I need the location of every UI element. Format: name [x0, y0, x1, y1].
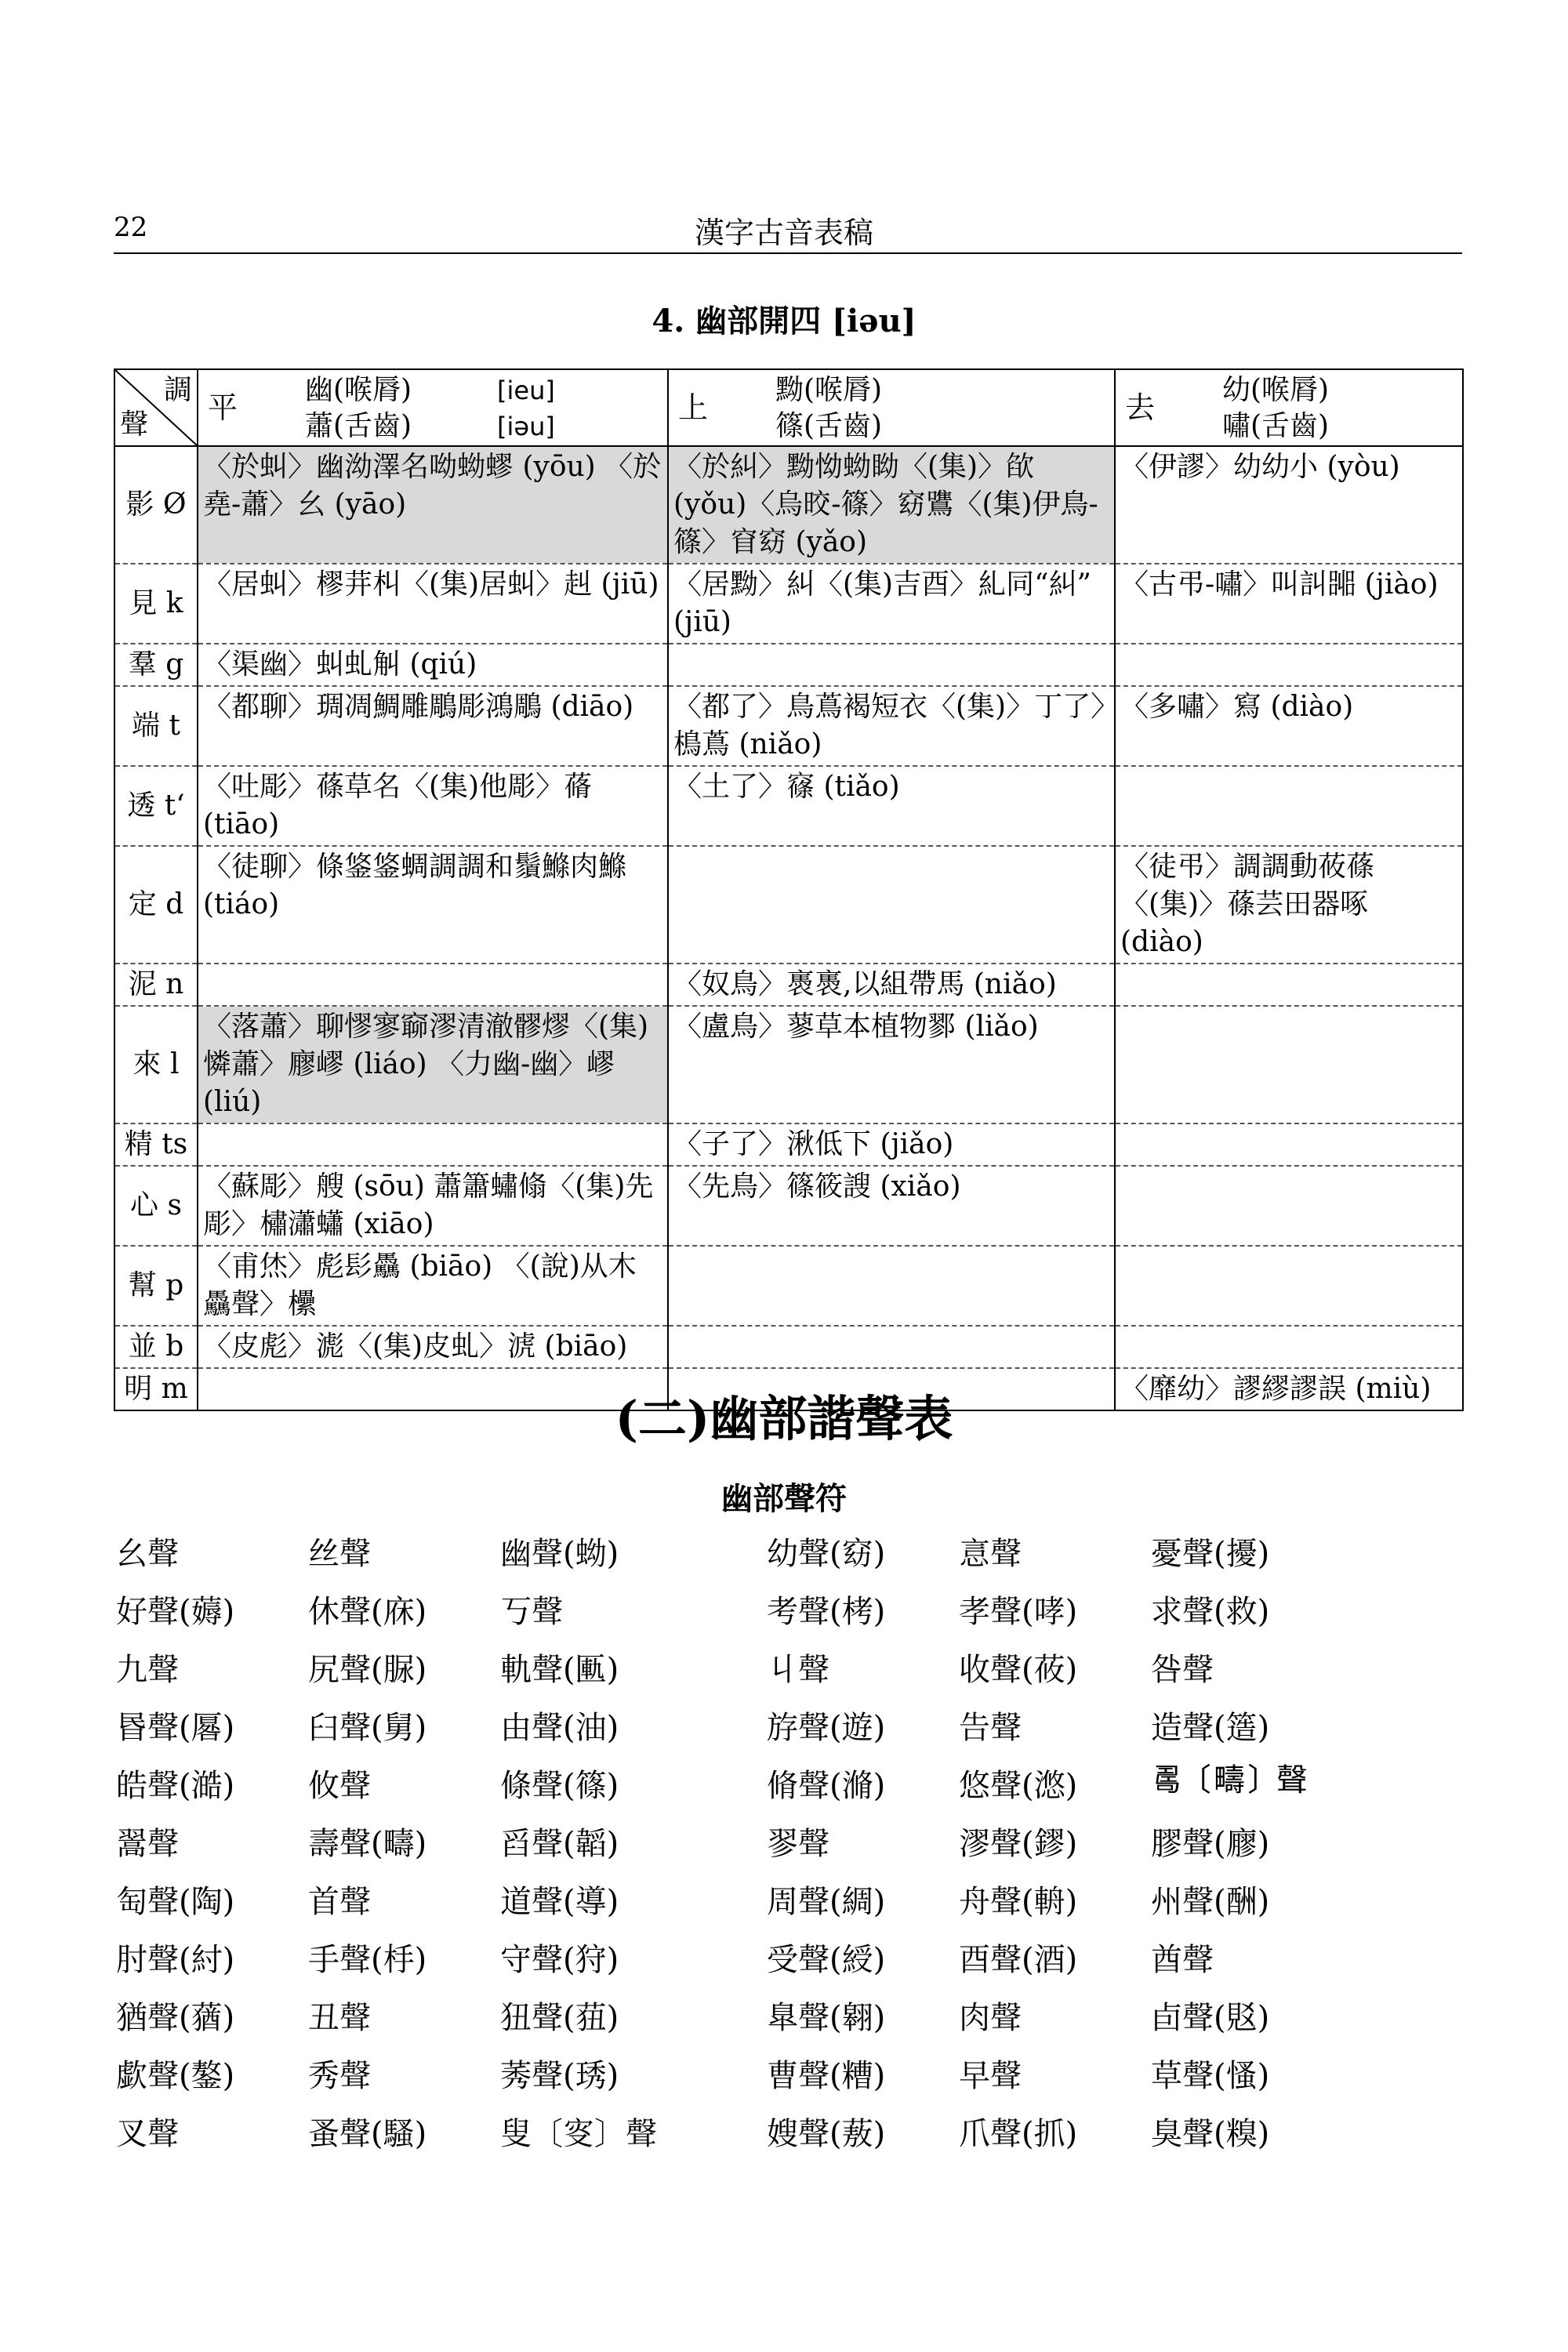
corner-cell [114, 369, 198, 446]
phonetic-series-item: 尻聲(脲) [308, 1652, 427, 1688]
phonetic-series-item: 早聲 [959, 2058, 1022, 2094]
phonetic-series-item: 悠聲(滺) [959, 1768, 1078, 1804]
initial-cell: 端 t [114, 686, 198, 766]
initial-cell: 透 tʻ [114, 766, 198, 846]
qu-cell [1115, 766, 1463, 846]
rime-table [114, 368, 1464, 1411]
qu-cell: 〈靡幼〉謬繆謬誤 (miù) [1115, 1368, 1463, 1410]
table-row [114, 1006, 1463, 1123]
phonetic-series-item: 孝聲(哮) [959, 1594, 1078, 1630]
phonetic-series-item: 爪聲(抓) [959, 2116, 1078, 2152]
ping-cell [198, 1123, 668, 1166]
qu-cell: 〈伊謬〉幼幼小 (yòu) [1115, 446, 1463, 564]
header-shang [668, 369, 1115, 446]
header-qu-line2: 嘯(舌齒) [1222, 410, 1330, 442]
phonetic-series-item: 昬聲(厬) [116, 1710, 235, 1746]
ping-cell: 〈居虯〉樛茾朻〈(集)居虯〉赳 (jiū) [198, 564, 668, 644]
phonetic-series-item: 叟〔叜〕聲 [500, 2116, 657, 2152]
phonetic-series-item: 酋聲 [1151, 1942, 1214, 1978]
table-row [114, 1326, 1463, 1368]
phonetic-series-item: 嫂聲(蔜) [767, 2116, 886, 2152]
initial-cell: 來 l [114, 1006, 198, 1123]
phonetic-series-item: 臯聲(翱) [767, 2000, 886, 2036]
phonetic-series-item: 肘聲(紂) [116, 1942, 235, 1978]
initial-cell: 精 ts [114, 1123, 198, 1166]
phonetic-series-item: 漻聲(鏐) [959, 1826, 1078, 1862]
header-qu-line1: 幼(喉脣) [1222, 374, 1330, 406]
shang-cell: 〈子了〉湫低下 (jiǎo) [668, 1123, 1115, 1166]
shang-cell [668, 846, 1115, 964]
phonetic-series-item: 秀聲 [308, 2058, 371, 2094]
phonetic-series-item: 考聲(栲) [767, 1594, 886, 1630]
phonetic-series-item: 丝聲 [308, 1536, 371, 1572]
phonetic-series-item: 壽聲(疇) [308, 1826, 427, 1862]
phonetic-series-item: 周聲(綢) [767, 1884, 886, 1920]
initial-cell: 並 b [114, 1326, 198, 1368]
phonetic-series-item: 翏聲 [767, 1826, 829, 1862]
phonetic-series-item: 守聲(狩) [500, 1942, 619, 1978]
ping-cell: 〈於虯〉幽泑澤名呦蚴蟉 (yōu) 〈於堯-蕭〉幺 (yāo) [198, 446, 668, 564]
header-shang-line2: 篠(舌齒) [775, 410, 883, 442]
phonetic-series-item: 舟聲(輈) [959, 1884, 1078, 1920]
phonetic-series-item: 受聲(綬) [767, 1942, 886, 1978]
phonetic-series-item: 叉聲 [116, 2116, 179, 2152]
phonetic-series-item: 丩聲 [767, 1652, 829, 1688]
table-row [114, 766, 1463, 846]
phonetic-series-item: 休聲(庥) [308, 1594, 427, 1630]
phonetic-series-item: 猶聲(蕕) [116, 2000, 235, 2036]
phonetic-series-item: 酉聲(酒) [959, 1942, 1078, 1978]
phonetic-series-grid [116, 1529, 1465, 2167]
phonetic-series-item: 幺聲 [116, 1536, 179, 1572]
ping-cell: 〈甫烋〉彪髟驫 (biāo) 〈(說)从木驫聲〉欙 [198, 1246, 668, 1326]
phonetic-series-item: 脩聲(滫) [767, 1768, 886, 1804]
table-row [114, 1123, 1463, 1166]
header-ping-ipa1: [ieu] [497, 376, 555, 405]
table-row [114, 564, 1463, 644]
qu-cell: 〈多嘯〉寫 (diào) [1115, 686, 1463, 766]
shang-cell: 〈都了〉鳥蔦褐短衣〈(集)〉丁了〉樢蔦 (niǎo) [668, 686, 1115, 766]
phonetic-series-item: 首聲 [308, 1884, 371, 1920]
phonetic-series-item: 求聲(救) [1151, 1594, 1270, 1630]
table-row [114, 846, 1463, 964]
ping-cell: 〈蘇彫〉艘 (sōu) 蕭簫蟰翛〈(集)先彫〉橚瀟蠨 (xiāo) [198, 1166, 668, 1246]
shang-cell [668, 644, 1115, 686]
ping-cell: 〈徒聊〉條鋚鋚蜩調調和鬚鰷肉鰷 (tiáo) [198, 846, 668, 964]
section-title: 4. 幽部開四 [iəu] [652, 303, 916, 339]
header-rule [114, 252, 1462, 254]
corner-top-label: 調 [163, 374, 192, 406]
shang-cell: 〈先鳥〉篠筱謏 (xiǎo) [668, 1166, 1115, 1246]
phonetic-series-item: 匋聲(陶) [116, 1884, 235, 1920]
phonetic-series-item: 丂聲 [500, 1594, 563, 1630]
qu-cell [1115, 1006, 1463, 1123]
header-qu [1115, 369, 1463, 446]
phonetic-series-item: 卣聲(覐) [1151, 2000, 1270, 2036]
phonetic-series-item: 臼聲(舅) [308, 1710, 427, 1746]
phonetic-series-item: 收聲(莜) [959, 1652, 1078, 1688]
phonetic-series-item: 攸聲 [308, 1768, 371, 1804]
phonetic-series-item: 軌聲(匭) [500, 1652, 619, 1688]
phonetic-series-item: 歔聲(鏊) [116, 2058, 235, 2094]
page-number: 22 [114, 212, 148, 243]
shang-cell: 〈盧鳥〉蓼草本植物鄝 (liǎo) [668, 1006, 1115, 1123]
qu-cell: 〈徒弔〉調調動莜蓧〈(集)〉蓧芸田器啄 (diào) [1115, 846, 1463, 964]
shang-cell: 〈居黝〉糾〈(集)吉酉〉糺同“糾” (jiū) [668, 564, 1115, 644]
shang-cell: 〈奴鳥〉褭褭,以組帶馬 (niǎo) [668, 964, 1115, 1006]
initial-cell: 影 Ø [114, 446, 198, 564]
shang-cell [668, 1326, 1115, 1368]
shang-cell: 〈於糾〉黝怮蚴眑〈(集)〉欿 (yǒu)〈烏晈-篠〉窈鷕〈(集)伊鳥-篠〉窅窈 (yǎo) [668, 446, 1115, 564]
running-head: 漢字古音表稿 [694, 216, 873, 250]
phonetic-series-item: 蚤聲(騷) [308, 2116, 427, 2152]
phonetic-series-item: 幽聲(蚴) [500, 1536, 619, 1572]
phonetic-series-item: 悥聲 [959, 1536, 1022, 1572]
tone-qu: 去 [1125, 390, 1156, 425]
phonetic-series-item: 好聲(薅) [116, 1594, 235, 1630]
tone-shang: 上 [678, 390, 709, 425]
phonetic-series-item: 幼聲(窈) [767, 1536, 886, 1572]
phonetic-series-item: 造聲(簉) [1151, 1710, 1270, 1746]
phonetic-series-item: 𠷎〔疇〕聲 [1151, 1762, 1308, 1798]
ping-cell [198, 964, 668, 1006]
qu-cell [1115, 1246, 1463, 1326]
initial-cell: 羣 g [114, 644, 198, 686]
phonetic-series-item: 肉聲 [959, 2000, 1022, 2036]
initial-cell: 見 k [114, 564, 198, 644]
header-ping-line1: 幽(喉脣) [305, 374, 412, 406]
header-ping [198, 369, 668, 446]
table-row [114, 446, 1463, 564]
phonetic-series-item: 手聲(杽) [308, 1942, 427, 1978]
subheading: 幽部聲符 [721, 1480, 847, 1517]
phonetic-series-item: 狃聲(莥) [500, 2000, 619, 2036]
ping-cell: 〈皮彪〉滮〈(集)皮虬〉淲 (biāo) [198, 1326, 668, 1368]
phonetic-series-item: 九聲 [116, 1652, 179, 1688]
shang-cell [668, 1246, 1115, 1326]
table-header-row [114, 369, 1463, 446]
phonetic-series-item: 告聲 [959, 1710, 1022, 1746]
phonetic-series-item: 條聲(篠) [500, 1768, 619, 1804]
initial-cell: 泥 n [114, 964, 198, 1006]
table-row [114, 1246, 1463, 1326]
qu-cell: 〈古弔-嘯〉叫訆嘂 (jiào) [1115, 564, 1463, 644]
phonetic-series-item: 草聲(慅) [1151, 2058, 1270, 2094]
qu-cell [1115, 964, 1463, 1006]
phonetic-series-item: 曹聲(糟) [767, 2058, 886, 2094]
header-ping-ipa2: [iəu] [497, 412, 555, 441]
qu-cell [1115, 644, 1463, 686]
phonetic-series-item: 道聲(導) [500, 1884, 619, 1920]
phonetic-series-item: 咎聲 [1151, 1652, 1214, 1688]
tone-ping: 平 [208, 390, 238, 425]
corner-bottom-label: 聲 [120, 408, 149, 441]
table-row [114, 964, 1463, 1006]
phonetic-series-item: 膠聲(廫) [1151, 1826, 1270, 1862]
phonetic-series-item: 丑聲 [308, 2000, 371, 2036]
table-row [114, 644, 1463, 686]
phonetic-series-item: 舀聲(韜) [500, 1826, 619, 1862]
qu-cell [1115, 1166, 1463, 1246]
phonetic-series-item: 皓聲(澔) [116, 1768, 235, 1804]
table-row [114, 686, 1463, 766]
table-row [114, 1166, 1463, 1246]
ping-cell: 〈都聊〉琱凋鯛雕鵰彫鴻鵰 (diāo) [198, 686, 668, 766]
ping-cell: 〈吐彫〉蓧草名〈(集)他彫〉蓨 (tiāo) [198, 766, 668, 846]
initial-cell: 定 d [114, 846, 198, 964]
phonetic-series-item: 州聲(酬) [1151, 1884, 1270, 1920]
initial-cell: 幫 p [114, 1246, 198, 1326]
initial-cell: 明 m [114, 1368, 198, 1410]
header-shang-line1: 黝(喉脣) [775, 374, 883, 406]
phonetic-series-item: 憂聲(擾) [1151, 1536, 1270, 1572]
qu-cell [1115, 1326, 1463, 1368]
shang-cell: 〈土了〉窱 (tiǎo) [668, 766, 1115, 846]
heading: (二)幽部諧聲表 [615, 1390, 953, 1447]
initial-cell: 心 s [114, 1166, 198, 1246]
phonetic-series-item: 翯聲 [116, 1826, 179, 1862]
ping-cell: 〈落蕭〉聊憀寥窷漻清澈髎熮〈(集)憐蕭〉廫嵺 (liáo) 〈力幽-幽〉嵺 (liú) [198, 1006, 668, 1123]
phonetic-series-item: 由聲(油) [500, 1710, 619, 1746]
qu-cell [1115, 1123, 1463, 1166]
header-ping-line2: 蕭(舌齒) [305, 410, 412, 442]
phonetic-series-item: 斿聲(遊) [767, 1710, 886, 1746]
ping-cell: 〈渠幽〉虯虬觓 (qiú) [198, 644, 668, 686]
phonetic-series-item: 莠聲(琇) [500, 2058, 619, 2094]
phonetic-series-item: 臭聲(糗) [1151, 2116, 1270, 2152]
